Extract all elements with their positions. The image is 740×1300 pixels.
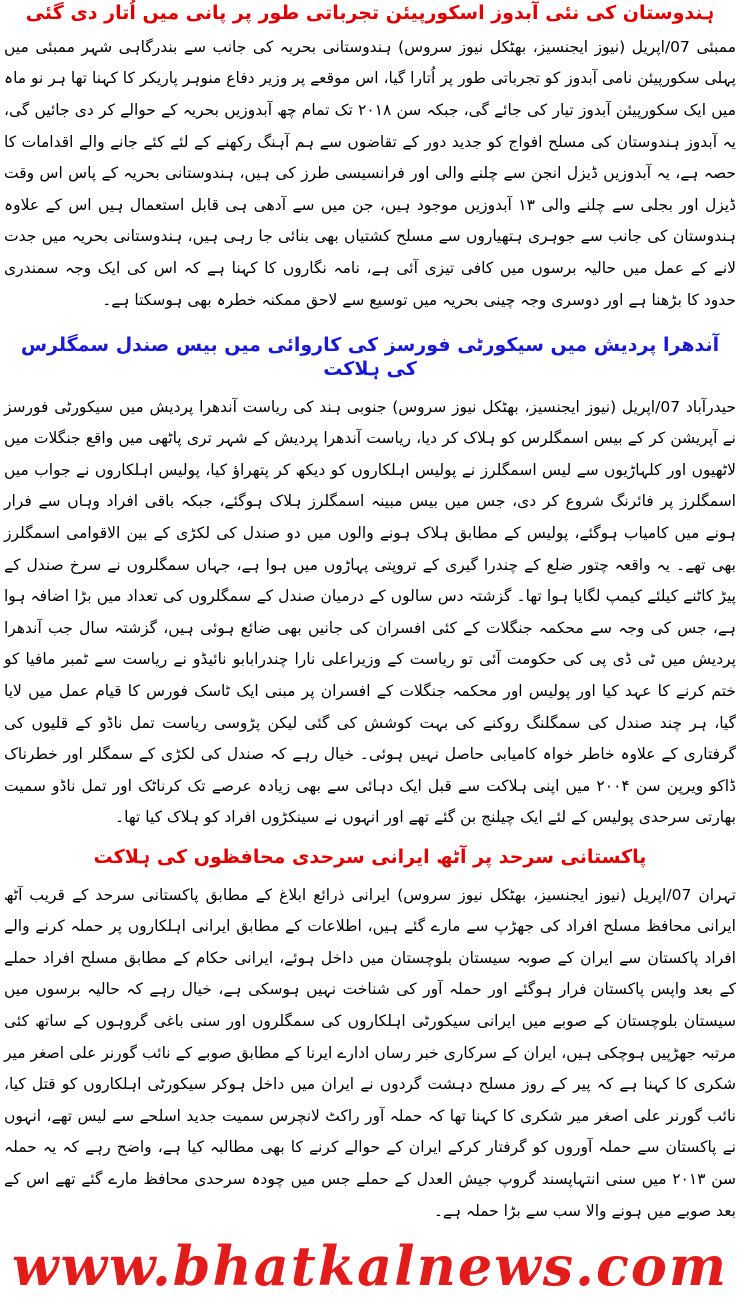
article-3-headline: پاکستانی سرحد پر آٹھ ایرانی سرحدی محافظوں کی ہلاکت bbox=[93, 845, 647, 868]
article-1-body: ممبئی 07/اپریل (نیوز ایجنسیز، بھٹکل نیوز سروس) ہندوستانی بحریہ کی جانب سے بندرگاہی شہر ممبئی میں پہلی سکورپیئن نامی آبدوز کو تجرباتی طور پر اُتارا گیا، اس موقعے پر وزیر دفاع منوہر پاریکر کا کہنا تھا ہر نو ماہ میں ایک سکورپیئن آبدوز تیار کی جائے گی، جبکہ سن ۲۰۱۸ تک تمام چھ آبدوزیں بحریہ کے حوالے کر دی جائیں گی، یہ آبدوز ہندوستان کی مسلح افواج کو جدید دور کے تقاضوں سے ہم آہنگ رکھنے کے لئے کئے جانے والے اقدامات کا حصہ ہے، یہ آبدوزیں ڈیزل انجن سے چلنے والی اور فرانسیسی طرز کی ہیں، ہندوستانی بحریہ کے پاس اس وقت ڈیزل اور بجلی سے چلنے والی ۱۳ آبدوزیں موجود ہیں، جن میں سے آدھی ہی قابل استعمال ہیں اس کے علاوہ ہندوستان کی جانب سے جوہری ہتھیاروں سے مسلح کشتیاں بھی بنائی جا رہی ہیں، ہندوستانی بحریہ میں جدت لانے کے عمل میں حالیہ برسوں میں کافی تیزی آئی ہے، نامہ نگاروں کا کہنا ہے کہ اس کی ایک وجہ سمندری حدود کا بڑھنا ہے اور دوسری وجہ چینی بحریہ میں توسیع سے لاحق ممکنہ خطرہ بھی ہوسکتا ہے۔ bbox=[4, 37, 737, 309]
article-3-body: تہران 07/اپریل (نیوز ایجنسیز، بھٹکل نیوز سروس) ایرانی ذرائع ابلاغ کے مطابق پاکستانی سرحد کے قریب آٹھ ایرانی محافظ مسلح افراد کی جھڑپ سے مارے گئے ہیں، اطلاعات کے مطابق ایرانی اہلکاروں پر حملہ کرنے والے افراد پاکستان سے ایران کے صوبہ سیستان بلوچستان میں داخل ہوئے، ایرانی حکام کے مطابق مسلح افراد حملے کے بعد واپس پاکستان فرار ہوگئے اور حملہ آور کی شناخت نہیں ہوسکی ہے، خیال رہے کہ حالیہ برسوں میں سیستان بلوچستان کے صوبے میں ایرانی سیکورٹی اہلکاروں کی سمگلروں اور سنی باغی گروہوں کے ساتھ کئی مرتبہ جھڑپیں ہوچکی ہیں، ایران کے سرکاری خبر رساں ادارے ایرنا کے مطابق صوبے کے نائب گورنر علی اصغر میر شکری کا کہنا ہے کہ پیر کے روز مسلح دہشت گردوں نے ایران میں داخل ہوکر سیکورٹی اہلکاروں کو قتل کیا، نائب گورنر علی اصغر میر شکری کا کہنا تھا کہ حملہ آور راکٹ لانچرس سمیت جدید اسلحے سے لیس تھے، انہوں نے پاکستان سے حملہ آوروں کو گرفتار کرکے ایران کے حوالے کرنے کا بھی مطالبہ کیا ہے، واضح رہے کہ یہ حملہ سن ۲۰۱۳ میں سنی انتہاپسند گروپ جیش العدل کے حملے جس میں چودہ سرحدی محافظ مارے گئے تھے اس کے بعد صوبے میں ہونے والا سب سے بڑا حملہ ہے۔ bbox=[4, 885, 736, 1220]
article-2-body: حیدرآباد 07/اپریل (نیوز ایجنسیز، بھٹکل نیوز سروس) جنوبی ہند کی ریاست آندھرا پردیش میں سیکورٹی فورسز نے آپریشن کر کے بیس اسمگلرس کو ہلاک کر دیا، ریاست آندھرا پردیش کے شہر تری پاٹھی میں واقع جنگلات میں لاٹھیوں اور کلہاڑیوں سے لیس اسمگلرز نے پولیس اہلکاروں کو دیکھ کر پتھراؤ کیا، پولیس اہلکاروں نے جواب میں اسمگلرز پر فائرنگ شروع کر دی، جس میں بیس مبینہ اسمگلرز ہلاک ہوگئے، جبکہ باقی افراد وہاں سے فرار ہونے میں کامیاب ہوگئے، پولیس کے مطابق ہلاک ہونے والوں میں دو صندل کی لکڑی کے بین الاقوامی اسمگلرز بھی تھے۔ یہ واقعہ چتور ضلع کے چندرا گیری کے تروپتی پہاڑوں میں ہوا ہے، جہاں سمگلروں نے سرخ صندل کے پیڑ کاٹنے کیلئے کیمپ لگایا ہوا تھا۔ گزشتہ دس سالوں کے درمیان صندل کے سمگلروں کی تعداد میں بڑا اضافہ ہوا ہے، جس کی وجہ سے محکمہ جنگلات کے کئی افسران کی جانیں بھی ضائع ہوئی ہیں، گزشتہ سال جب آندھرا پردیش میں ٹی ڈی پی کی حکومت آئی تو ریاست کے وزیراعلی نارا چندرابابو نائیڈو نے ریاست سے ٹمبر مافیا کو ختم کرنے کا عہد کیا اور پولیس اور محکمہ جنگلات کے افسران پر مبنی ایک ٹاسک فورس کا قیام عمل میں لایا گیا، ہر چند صندل کی سمگلنگ روکنے کی بہت کوشش کی گئی لیکن پڑوسی ریاست تمل ناڈو کے قلیوں کی گرفتاری کے علاوہ خاطر خواہ کامیابی حاصل نہیں ہوئی۔ خیال رہے کہ صندل کی لکڑی کے سمگلر اور خطرناک ڈاکو ویرپن سن ۲۰۰۴ میں اپنی ہلاکت سے قبل ایک دہائی سے بھی زیادہ عرصے تک کرناٹک اور تمل ناڈو سمیت بھارتی سرحدی پولیس کے لئے ایک چیلنج بن گئے تھے اور انہوں نے سینکڑوں افراد کو ہلاک کیا تھا۔ bbox=[4, 397, 736, 827]
article-2-headline: آندھرا پردیش میں سیکورٹی فورسز کی کاروائی میں بیس صندل سمگلرس کی ہلاکت bbox=[20, 334, 720, 380]
site-watermark: www.bhatkalnews.com bbox=[11, 1233, 729, 1298]
article-1-headline: ہندوستان کی نئی آبدوز اسکورپیئن تجرباتی طور پر پانی میں اُتار دی گئی bbox=[25, 2, 715, 24]
